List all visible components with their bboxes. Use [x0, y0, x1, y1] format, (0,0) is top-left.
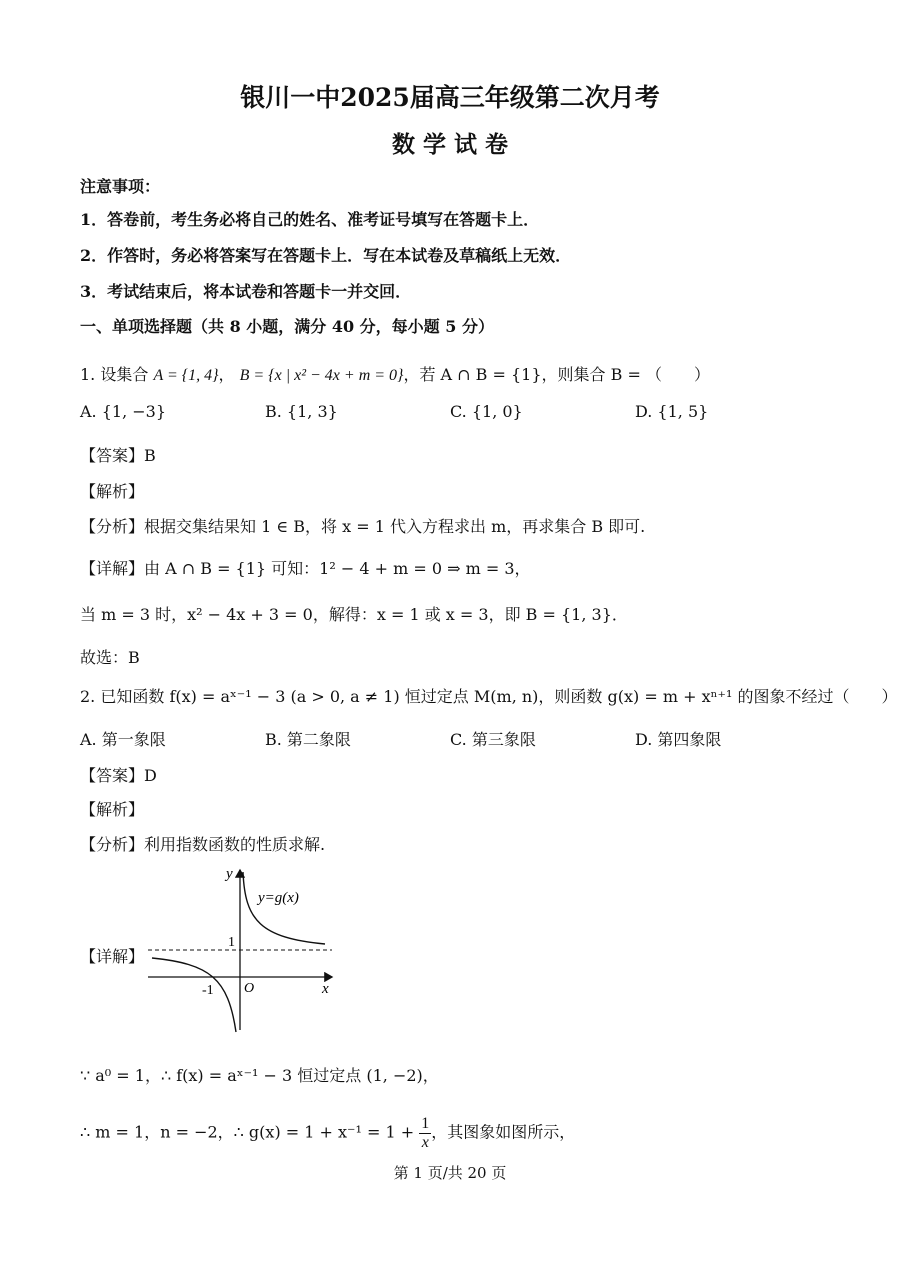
- page-footer: 第 1 页/共 20 页: [393, 1164, 507, 1182]
- q2-analysis-label: 【解析】: [80, 800, 145, 819]
- graph-y-label: y: [226, 866, 233, 882]
- graph-curve-label: y=g(x): [258, 890, 299, 906]
- q1-condition: ，若 A ∩ B = {1}，则集合 B = （ ）: [403, 365, 710, 384]
- graph-x-label: x: [322, 981, 329, 997]
- q2-step1: ∵ a⁰ = 1，∴ f(x) = aˣ⁻¹ − 3 恒过定点 (1, −2)，: [80, 1066, 439, 1085]
- notice-item-2: 2．作答时，务必将答案写在答题卡上．写在本试卷及草稿纸上无效．: [80, 246, 572, 265]
- notice-item-1: 1．答卷前，考生务必将自己的姓名、准考证号填写在答题卡上．: [80, 210, 540, 229]
- q1-option-d: D. {1, 5}: [635, 402, 709, 421]
- function-graph: [140, 860, 340, 1040]
- q2-option-c: C. 第三象限: [450, 730, 536, 749]
- q2-step2: [80, 1115, 575, 1151]
- graph-one-label: 1: [228, 935, 235, 950]
- q1-answer: 【答案】B: [80, 446, 156, 465]
- q1-step2: 当 m = 3 时，x² − 4x + 3 = 0，解得：x = 1 或 x = 3，即 B = {1, 3}．: [80, 605, 628, 624]
- q1-xiangjie: 【详解】由 A ∩ B = {1} 可知：1² − 4 + m = 0 ⇒ m = 3，: [80, 559, 531, 578]
- notice-heading: 注意事项：: [80, 177, 161, 196]
- q2-step2-suffix: ，其图象如图所示，: [431, 1122, 576, 1142]
- graph-neg-one-label: -1: [202, 983, 214, 998]
- q2-fraction-denominator: x: [421, 1133, 429, 1151]
- q1-analysis-label: 【解析】: [80, 482, 145, 501]
- q2-stem: 2. 已知函数 f(x) = aˣ⁻¹ − 3 (a > 0, a ≠ 1) 恒过定点 M(m, n)，则函数 g(x) = m + xⁿ⁺¹ 的图象不经过（ ）: [80, 687, 898, 706]
- q1-stem: 1. 设集合 A = {1, 4}， B = {x | x² − 4x + m = 0}，若 A ∩ B = {1}，则集合 B = （ ）: [80, 365, 710, 384]
- curve-left-branch: [152, 958, 236, 1032]
- q2-option-d: D. 第四象限: [635, 730, 722, 749]
- graph-origin-label: O: [244, 981, 255, 996]
- q1-fenxi: 【分析】根据交集结果知 1 ∈ B，将 x = 1 代入方程求出 m，再求集合 B 即可.: [80, 517, 646, 536]
- exam-subtitle: 数 学 试 卷: [391, 131, 509, 158]
- q1-set-b: B = {x | x² − 4x + m = 0}: [239, 367, 404, 384]
- q2-fraction-numerator: 1: [421, 1115, 430, 1132]
- q2-fraction: [419, 1115, 431, 1151]
- section-heading: 一、单项选择题（共 8 小题，满分 40 分，每小题 5 分）: [80, 317, 494, 336]
- exam-title: 银川一中2025届高三年级第二次月考: [240, 83, 660, 112]
- q1-option-c: C. {1, 0}: [450, 402, 523, 421]
- q2-option-b: B. 第二象限: [265, 730, 351, 749]
- q1-stem-prefix: 1. 设集合: [80, 365, 149, 384]
- q2-step2-prefix: ∴ m = 1，n = −2，∴ g(x) = 1 + x⁻¹ = 1 +: [80, 1122, 420, 1142]
- q2-xiangjie-label: 【详解】: [80, 947, 145, 966]
- q2-option-a: A. 第一象限: [80, 730, 166, 749]
- notice-item-3: 3．考试结束后，将本试卷和答题卡一并交回．: [80, 282, 412, 301]
- q2-fenxi: 【分析】利用指数函数的性质求解.: [80, 835, 326, 854]
- q1-set-a: A = {1, 4}: [153, 367, 219, 384]
- q1-option-a: A. {1, −3}: [80, 402, 167, 421]
- q1-conclusion: 故选：B: [80, 648, 140, 667]
- curve-right-branch: [243, 872, 325, 944]
- q1-option-b: B. {1, 3}: [265, 402, 338, 421]
- q2-answer: 【答案】D: [80, 766, 157, 785]
